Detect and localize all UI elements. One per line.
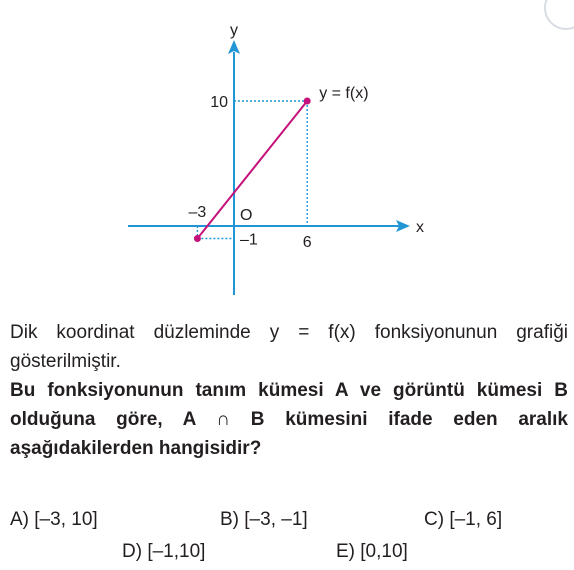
y-axis-label: y: [230, 22, 238, 39]
option-d[interactable]: D) [–1,10]: [122, 541, 206, 562]
y-tick-label-max: 10: [210, 94, 228, 111]
labels-layer: [189, 22, 424, 251]
series-label: y = f(x): [319, 85, 369, 102]
question-intro: Dik koordinat düzleminde y = f(x) fonksiyonunun grafiği gösterilmiştir.: [10, 322, 568, 372]
x-tick-label-min: –3: [188, 204, 207, 221]
question-block: [10, 318, 568, 463]
x-tick-label-max: 6: [302, 234, 312, 251]
y-tick-label-min: –1: [240, 231, 258, 249]
option-c[interactable]: C) [–1, 6]: [424, 509, 503, 530]
question-prompt: Bu fonksiyonunun tanım kümesi A ve görüntü kümesi B olduğuna göre, A ∩ B kümesini ifade eden aralık aşağıdakilerden hangisidir?: [10, 380, 568, 459]
option-b[interactable]: B) [–3, –1]: [220, 509, 308, 530]
y-axis-arrow-icon: [228, 40, 240, 54]
origin-label: O: [240, 207, 253, 224]
axes: [128, 40, 410, 295]
start-point: [194, 235, 201, 242]
option-e[interactable]: E) [0,10]: [336, 541, 408, 562]
x-axis-label: x: [416, 219, 424, 236]
option-a[interactable]: A) [–3, 10]: [10, 509, 98, 530]
end-point: [304, 98, 311, 105]
